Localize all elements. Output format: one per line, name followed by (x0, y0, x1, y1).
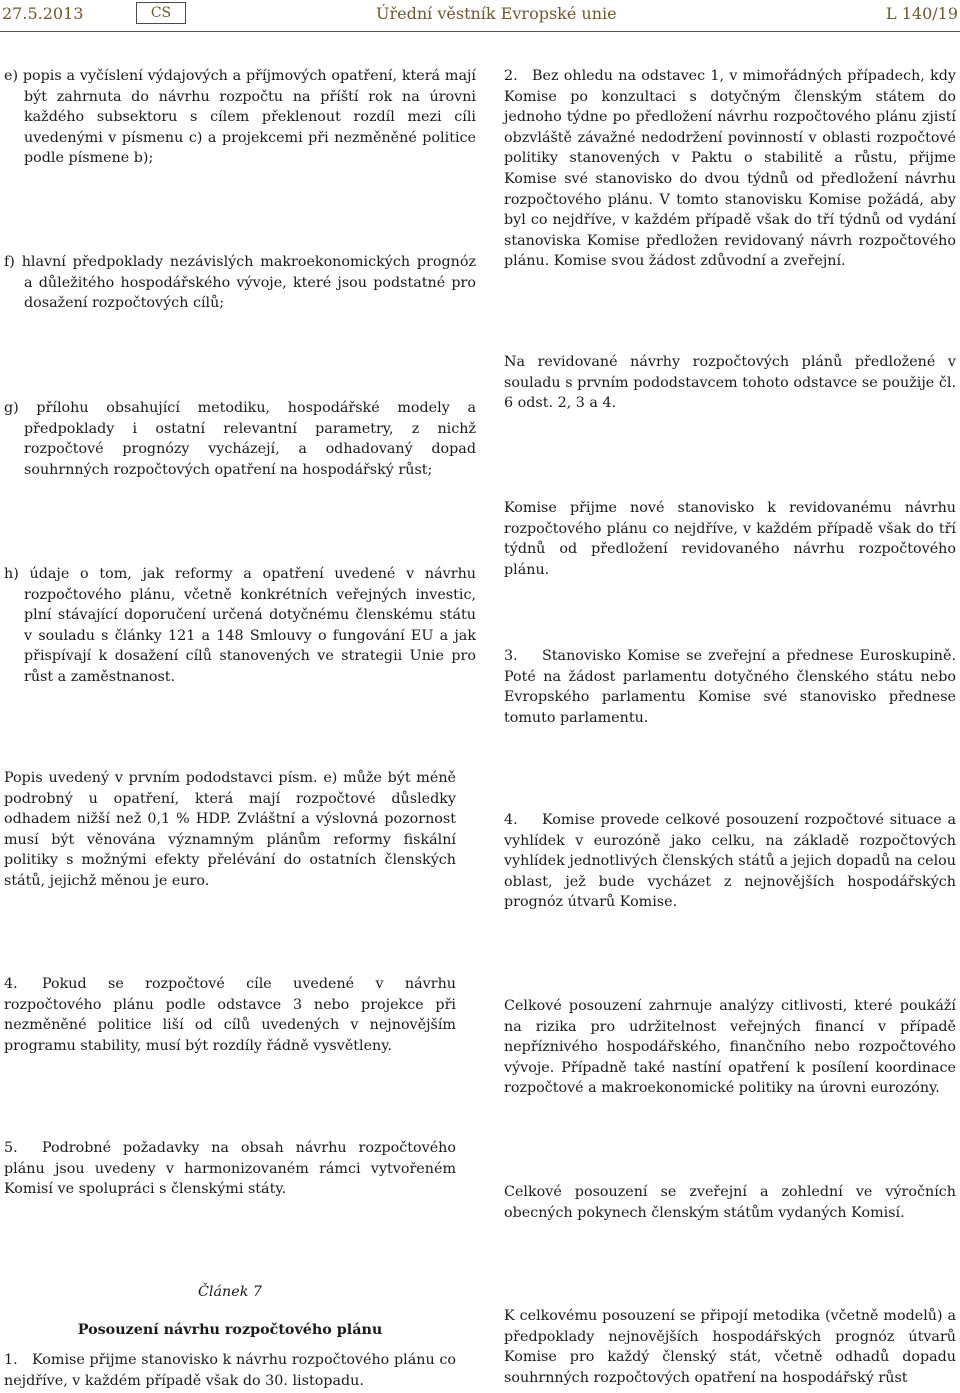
paragraph-3 (504, 646, 956, 728)
page-header (0, 0, 960, 34)
paragraph-number: 2. (504, 68, 518, 84)
item-g: g) přílohu obsahující metodiku, hospodářské modely a předpoklady i ostatní relevantní parametry, z nichž rozpočtové prognózy vycházejí, a odhadovaný dopad souhrnných rozpočtových opatření na hospodářský růst; (4, 400, 476, 478)
paragraph-2 (504, 66, 956, 272)
paragraph-number: 3. (504, 648, 518, 664)
language-badge: CS (136, 2, 186, 24)
paragraph-4 (4, 974, 456, 1056)
paragraph-celkove-1: Celkové posouzení zahrnuje analýzy citlivosti, které poukáží na rizika pro udržitelnost veřejných financí v případě nepříznivého hospodářského, finančního nebo rozpočtového vývoje. Případně také nastíní opatření k posílení koordinace rozpočtové a makroekonomické politiky na úrovni eurozóny. (504, 998, 956, 1097)
paragraph-number: 1. (4, 1352, 18, 1368)
paragraph-text: Komise přijme stanovisko k návrhu rozpočtového plánu co nejdříve, v každém případě však do 30. listopadu. (4, 1352, 456, 1389)
paragraph-number: 4. (4, 976, 18, 992)
paragraph-k-celkovemu: K celkovému posouzení se připojí metodika (včetně modelů) a předpoklady nejnovějších hospodářských prognóz útvarů Komise pro každý členský stát, včetně odhadů dopadu souhrnných rozpočtových opatření na hospodářský růst (504, 1308, 956, 1386)
article-paragraph-1 (4, 1350, 456, 1391)
paragraph-number: 5. (4, 1140, 18, 1156)
paragraph-revidovane: Na revidované návrhy rozpočtových plánů předložené v souladu s prvním pododstavcem tohoto odstavce se použije čl. 6 odst. 2, 3 a 4. (504, 354, 956, 412)
paragraph-celkove-2: Celkové posouzení se zveřejní a zohlední ve výročních obecných pokynech členským státům vydaných Komisí. (504, 1184, 956, 1221)
paragraph-text: Stanovisko Komise se zveřejní a přednese Euroskupině. Poté na žádost parlamentu dotyčného členského státu nebo Evropského parlamentu Komise své stanovisko přednese tomuto parlamentu. (504, 648, 956, 726)
paragraph-4-right (504, 810, 956, 913)
paragraph-popis: Popis uvedený v prvním pododstavci písm. e) může být méně podrobný u opatření, která mají rozpočtové důsledky odhadem nižší než 0,1 % HDP. Zvláštní a výslovná pozornost musí být věnována významným plánům reformy fiskální politiky s možnými efekty přelévání do ostatních členských států, jejichž měnou je euro. (4, 770, 456, 889)
article-title: Posouzení návrhu rozpočtového plánu (77, 1322, 383, 1338)
paragraph-number: 4. (504, 812, 518, 828)
journal-title: Úřední věstník Evropské unie (376, 4, 617, 23)
paragraph-text: Pokud se rozpočtové cíle uvedené v návrhu rozpočtového plánu podle odstavce 3 nebo projekce při nezměněné politice liší od cílů uvedených v nejnovějším programu stability, musí být rozdíly řádně vysvětleny. (4, 976, 456, 1054)
item-h: h) údaje o tom, jak reformy a opatření uvedené v návrhu rozpočtového plánu, včetně konkrétních veřejných investic, plní stávající doporučení určená dotyčnému členskému státu v souladu s články 121 a 148 Smlouvy o fungování EU a jak přispívají k dosažení cílů stanovených ve strategii Unie pro růst a zaměstnanost. (4, 566, 476, 685)
item-e: e) popis a vyčíslení výdajových a příjmových opatření, která mají být zahrnuta do návrhu rozpočtu na příští rok na úrovni každého subsektoru s cílem překlenout rozdíl mezi cíli uvedenými v písmenu c) a projekcemi při nezměněné politice podle písmene b); (4, 68, 476, 167)
page-number: L 140/19 (886, 4, 958, 23)
paragraph-text: Komise provede celkové posouzení rozpočtové situace a vyhlídek v eurozóně jako celku, na základě rozpočtových vyhlídek jednotlivých členských států a jejich dopadů na celou oblast, jež bude vycházet z nejnovějších hospodářských prognóz útvarů Komise. (504, 812, 956, 911)
header-divider (0, 31, 960, 32)
paragraph-text: Podrobné požadavky na obsah návrhu rozpočtového plánu jsou uvedeny v harmonizovaném rámci vytvořeném Komisí ve spolupráci s členskými státy. (4, 1140, 456, 1198)
paragraph-text: Bez ohledu na odstavec 1, v mimořádných případech, kdy Komise po konzultaci s dotyčným členským státem do jednoho týdne po předložení návrhu rozpočtového plánu zjistí obzvláště závažné nedodržení povinností v oblasti rozpočtové politiky stanovených v Paktu o stabilitě a růstu, přijme Komise své stanovisko do dvou týdnů od předložení návrhu rozpočtového plánu. V tomto stanovisku Komise požádá, aby byl co nejdříve, v každém případě však do tří týdnů od vydání stanoviska Komise předložen revidovaný návrh rozpočtového plánu. Komise svou žádost zdůvodní a zveřejní. (504, 68, 956, 270)
paragraph-5 (4, 1138, 456, 1200)
item-f: f) hlavní předpoklady nezávislých makroekonomických prognóz a důležitého hospodářského vývoje, které jsou podstatné pro dosažení rozpočtových cílů; (4, 254, 476, 312)
publication-date: 27.5.2013 (2, 4, 84, 23)
article-label: Článek 7 (197, 1284, 262, 1300)
paragraph-nove-stanovisko: Komise přijme nové stanovisko k revidovanému návrhu rozpočtového plánu co nejdříve, v každém případě však do tří týdnů od předložení revidovaného návrhu rozpočtového plánu. (504, 500, 956, 578)
